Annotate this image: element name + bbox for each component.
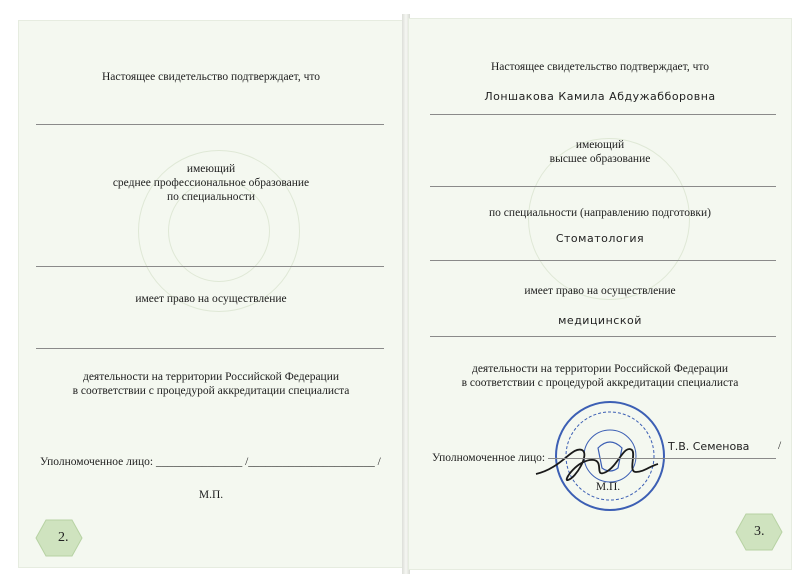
authorized-text: Уполномоченное лицо: bbox=[40, 456, 154, 468]
education-line bbox=[430, 186, 776, 187]
holder-name: Лоншакова Камила Абдужабборовна bbox=[484, 90, 716, 103]
activity-line bbox=[36, 348, 384, 349]
authorized-blank: _______________ /______________________ / bbox=[155, 456, 381, 468]
name-line bbox=[430, 114, 776, 115]
signer-name: Т.В. Семенова bbox=[668, 440, 750, 453]
activity-line-1: деятельности на территории Российской Федерации bbox=[471, 363, 729, 375]
specialty-value: Стоматология bbox=[555, 232, 645, 245]
education-text: высшее образование bbox=[549, 153, 651, 165]
stamp-place: М.П. bbox=[595, 481, 621, 493]
authorized-label: Уполномоченное лицо: bbox=[432, 452, 546, 464]
specialty-line bbox=[36, 266, 384, 267]
right-to-text: имеет право на осуществление bbox=[524, 285, 676, 297]
specialty-line bbox=[430, 260, 776, 261]
specialty-label: по специальности (направлению подготовки) bbox=[489, 207, 711, 219]
activity-line-1: деятельности на территории Российской Федерации bbox=[82, 371, 340, 383]
authorized-label bbox=[40, 456, 381, 468]
education-text: среднее профессиональное образование bbox=[112, 177, 310, 189]
specialty-label: по специальности bbox=[166, 191, 256, 203]
left-page bbox=[18, 20, 404, 568]
right-to-text: имеет право на осуществление bbox=[135, 293, 287, 305]
stamp-place: М.П. bbox=[198, 489, 224, 501]
activity-line-2: в соответствии с процедурой аккредитации специалиста bbox=[461, 377, 739, 389]
activity-line bbox=[430, 336, 776, 337]
activity-type: медицинской bbox=[558, 314, 642, 327]
page-number: 3. bbox=[754, 524, 765, 539]
confirms-text: Настоящее свидетельство подтверждает, что bbox=[490, 61, 709, 73]
confirms-text: Настоящее свидетельство подтверждает, что bbox=[101, 71, 320, 83]
having-text: имеющий bbox=[575, 139, 625, 151]
signer-slash: / bbox=[778, 440, 782, 452]
signature-line bbox=[548, 458, 776, 459]
activity-line-2: в соответствии с процедурой аккредитации специалиста bbox=[72, 385, 350, 397]
having-text: имеющий bbox=[186, 163, 236, 175]
right-page bbox=[408, 18, 792, 570]
page-number: 2. bbox=[58, 530, 69, 545]
name-line bbox=[36, 124, 384, 125]
